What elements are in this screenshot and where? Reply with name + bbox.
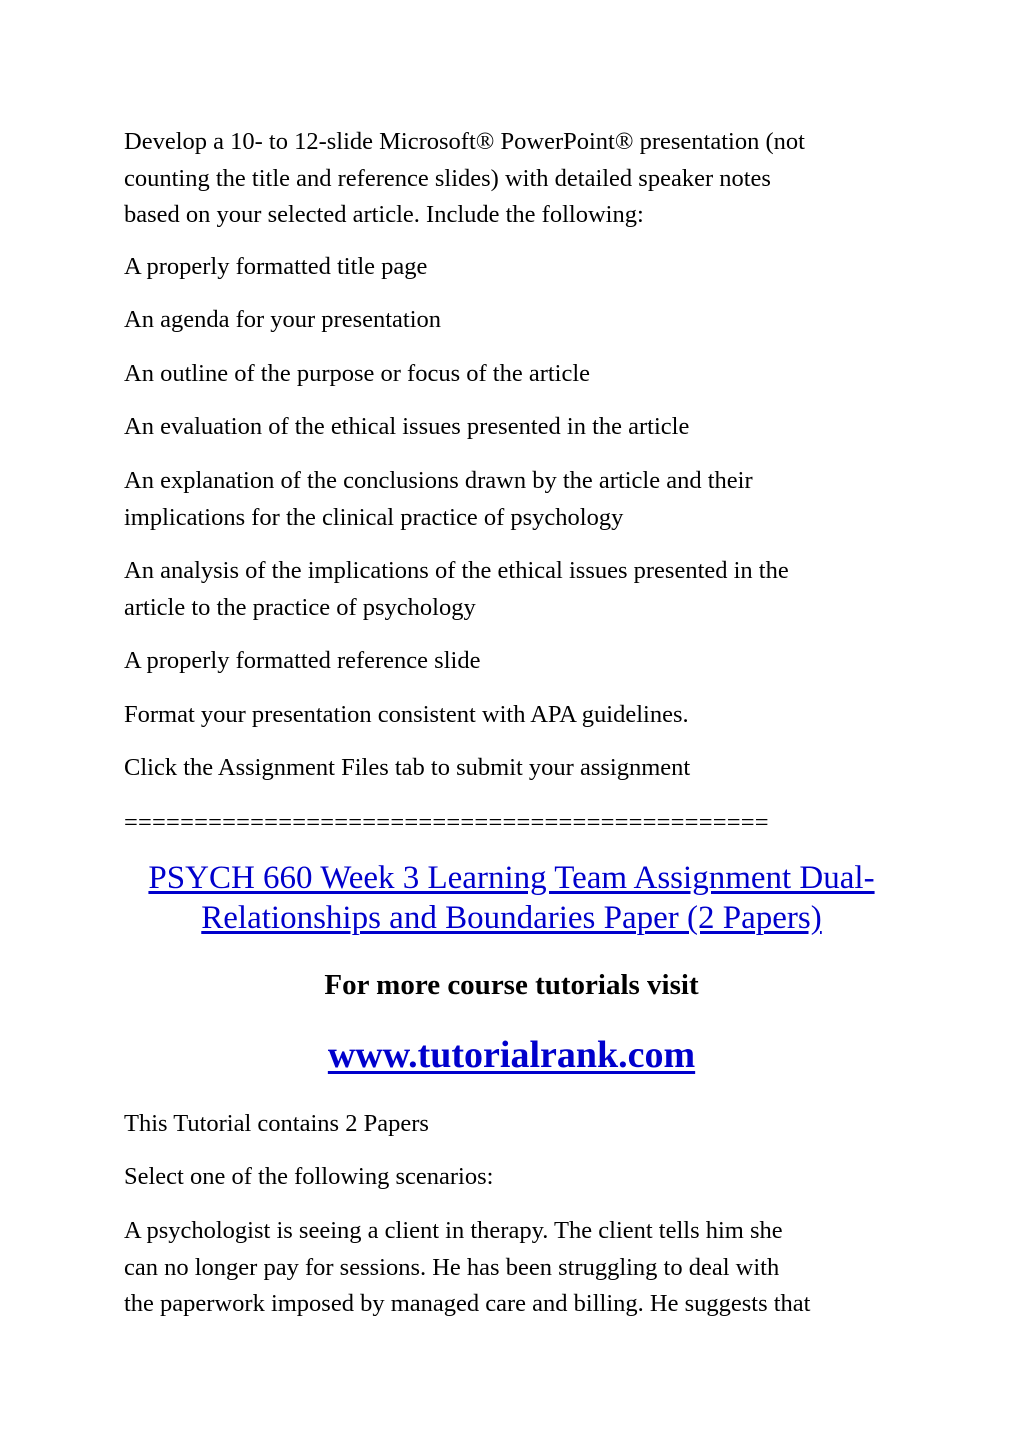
website-link[interactable]: www.tutorialrank.com (327, 1034, 696, 1076)
list-item (124, 643, 904, 680)
scenario-paragraph (124, 1213, 904, 1323)
intro-line: Develop a 10- to 12-slide Microsoft® PowerPoint® presentation (not (124, 128, 805, 155)
list-item (124, 750, 904, 787)
paragraph (124, 1159, 904, 1196)
list-item-text: An analysis of the implications of the ethical issues presented in the (124, 557, 789, 584)
paragraph-text: This Tutorial contains 2 Papers (124, 1110, 429, 1137)
tutorials-text: For more course tutorials visit (324, 969, 699, 1001)
tutorials-callout (0, 965, 1023, 1005)
list-item (124, 356, 904, 393)
heading-link-line[interactable]: PSYCH 660 Week 3 Learning Team Assignment Dual- (148, 860, 875, 896)
list-item-text: An evaluation of the ethical issues presented in the article (124, 413, 690, 440)
intro-line: based on your selected article. Include the following: (124, 201, 644, 228)
list-item-text: A properly formatted reference slide (124, 647, 481, 674)
paragraph-text: Select one of the following scenarios: (124, 1163, 494, 1190)
list-item-text: A properly formatted title page (124, 253, 428, 280)
paragraph (124, 1106, 904, 1143)
paragraph-text: A psychologist is seeing a client in therapy. The client tells him she (124, 1217, 783, 1244)
list-item (124, 409, 904, 446)
list-item-text: article to the practice of psychology (124, 593, 476, 621)
paragraph-text: can no longer pay for sessions. He has been struggling to deal with (124, 1253, 780, 1281)
intro-paragraph (124, 124, 904, 234)
separator-line: ============================================== (124, 809, 769, 836)
intro-line: counting the title and reference slides) with detailed speaker notes (124, 164, 771, 192)
paragraph-text: the paperwork imposed by managed care and billing. He suggests that (124, 1290, 811, 1317)
list-item (124, 302, 904, 339)
heading-link-line[interactable]: Relationships and Boundaries Paper (2 Papers) (201, 900, 822, 936)
course-heading-link[interactable] (60, 858, 963, 938)
list-item (124, 553, 904, 626)
list-item-text: Format your presentation consistent with APA guidelines. (124, 701, 689, 728)
list-item (124, 463, 904, 536)
list-item-text: implications for the clinical practice of psychology (124, 503, 624, 531)
list-item-text: An explanation of the conclusions drawn by the article and their (124, 467, 753, 494)
list-item (124, 697, 904, 734)
list-item-text: An agenda for your presentation (124, 306, 442, 333)
list-item-text: An outline of the purpose or focus of the article (124, 360, 591, 387)
list-item (124, 249, 904, 286)
list-item-text: Click the Assignment Files tab to submit your assignment (124, 754, 691, 781)
